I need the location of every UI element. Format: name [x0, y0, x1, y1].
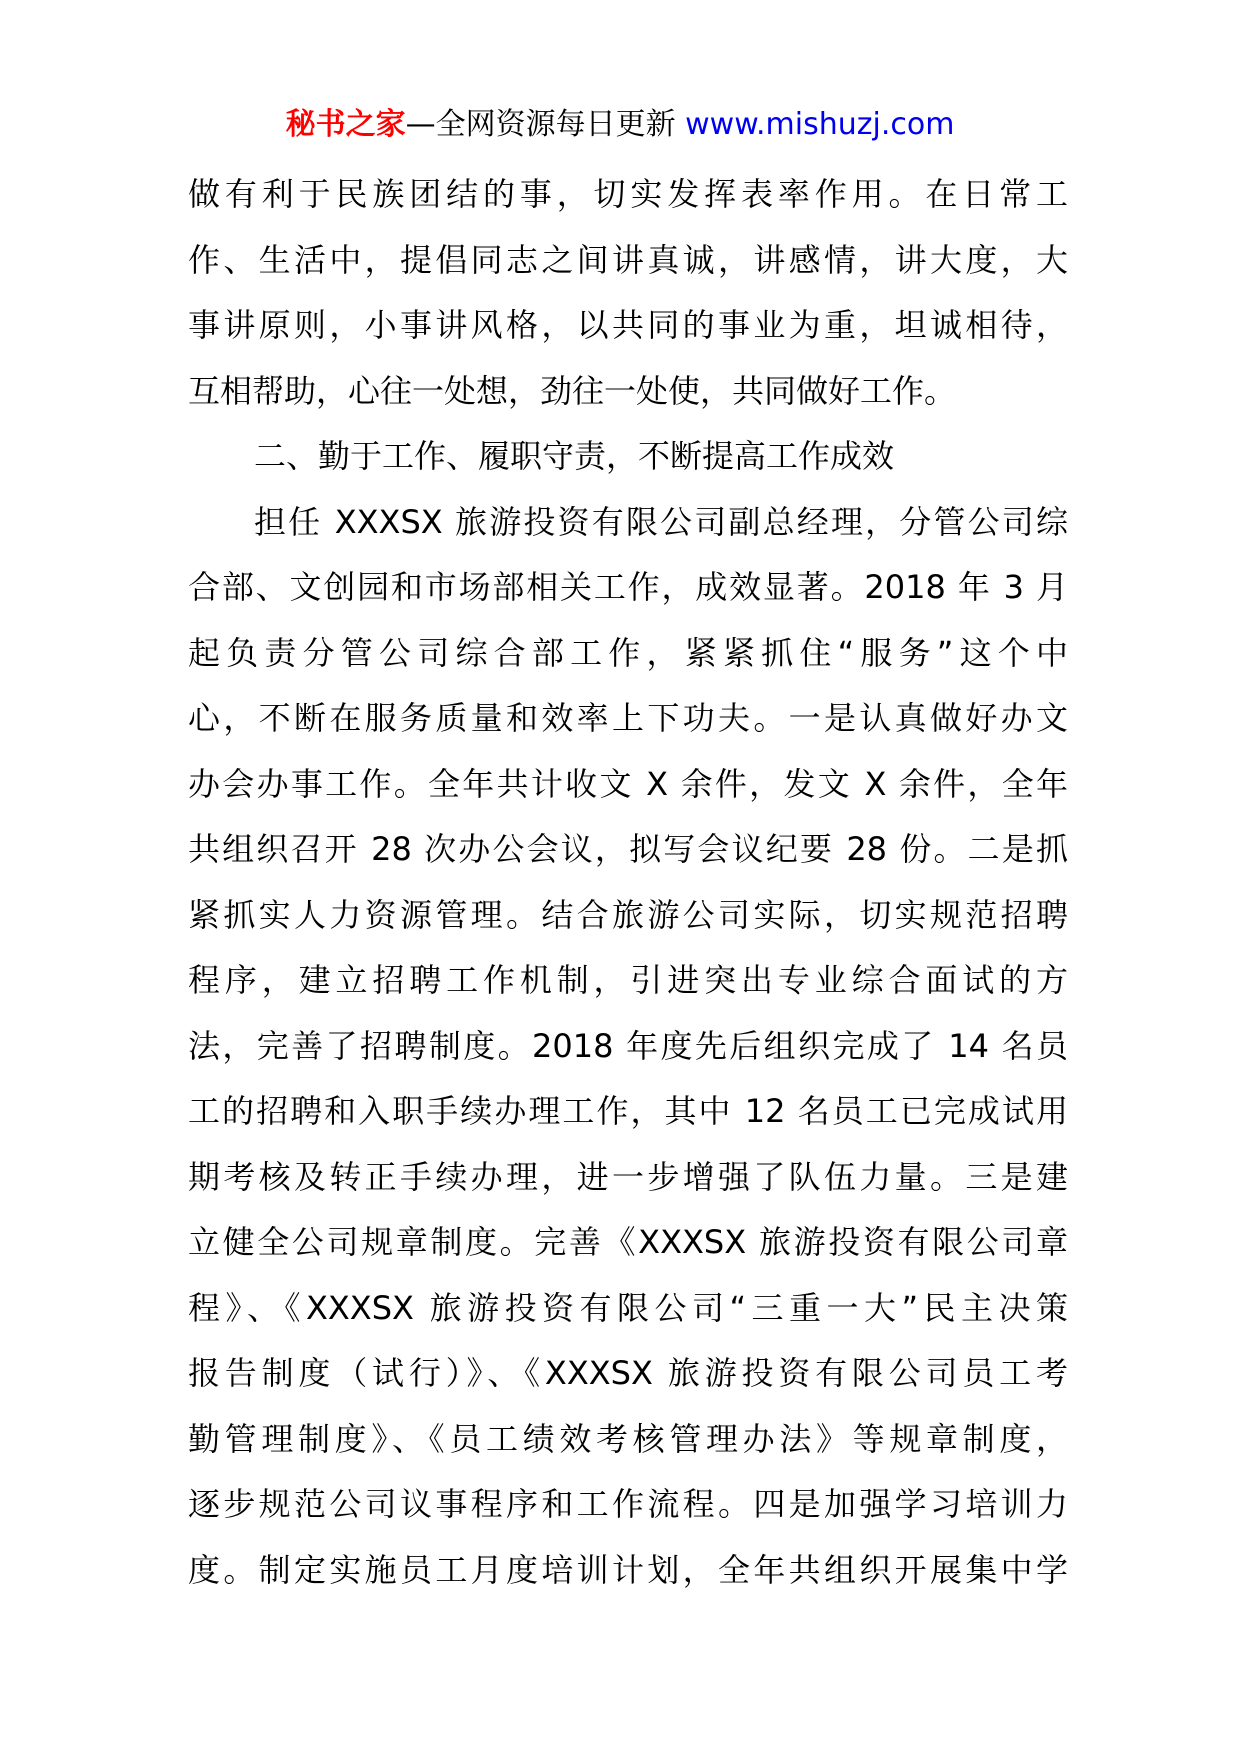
brand-name: 秘书之家	[285, 107, 406, 142]
text-line: 办会办事工作。全年共计收文 X 余件，发文 X 余件，全年	[188, 764, 1068, 803]
text-line: 法，完善了招聘制度。2018 年度先后组织完成了 14 名员	[188, 1026, 1068, 1065]
text-line: 担任 XXXSX 旅游投资有限公司副总经理，分管公司综	[254, 502, 1068, 541]
text-line: 勤管理制度》、《员工绩效考核管理办法》等规章制度，	[188, 1419, 1068, 1458]
text-line: 心，不断在服务质量和效率上下功夫。一是认真做好办文	[188, 699, 1068, 737]
text-line: 工的招聘和入职手续办理工作，其中 12 名员工已完成试用	[188, 1092, 1068, 1130]
text-line: 作、生活中，提倡同志之间讲真诚，讲感情，讲大度，大	[188, 240, 1068, 279]
text-line: 起负责分管公司综合部工作，紧紧抓住“服务”这个中	[188, 633, 1068, 672]
text-line: 共组织召开 28 次办公会议，拟写会议纪要 28 份。二是抓	[188, 830, 1068, 868]
text-line: 互相帮助，心往一处想，劲往一处使，共同做好工作。	[188, 371, 957, 410]
header-tagline: —全网资源每日更新	[405, 107, 686, 142]
text-line: 程》、《XXXSX 旅游投资有限公司“三重一大”民主决策	[188, 1288, 1068, 1327]
text-line: 事讲原则，小事讲风格，以共同的事业为重，坦诚相待，	[188, 306, 1068, 344]
site-url-link[interactable]: www.mishuzj.com	[685, 107, 955, 142]
page-header	[0, 100, 1240, 150]
text-line: 逐步规范公司议事程序和工作流程。四是加强学习培训力	[188, 1485, 1068, 1523]
text-line: 度。制定实施员工月度培训计划，全年共组织开展集中学	[188, 1550, 1068, 1589]
document-body	[188, 162, 1068, 1603]
text-line: 程序，建立招聘工作机制，引进突出专业综合面试的方	[188, 961, 1068, 999]
section-heading: 二、勤于工作、履职守责，不断提高工作成效	[254, 437, 895, 475]
text-line: 报告制度（试行）》、《XXXSX 旅游投资有限公司员工考	[188, 1354, 1068, 1392]
text-line: 立健全公司规章制度。完善《XXXSX 旅游投资有限公司章	[188, 1223, 1068, 1261]
text-line: 期考核及转正手续办理，进一步增强了队伍力量。三是建	[188, 1157, 1068, 1196]
text-line: 紧抓实人力资源管理。结合旅游公司实际，切实规范招聘	[188, 895, 1068, 934]
text-line: 做有利于民族团结的事，切实发挥表率作用。在日常工	[188, 175, 1068, 213]
text-line: 合部、文创园和市场部相关工作，成效显著。2018 年 3 月	[188, 568, 1068, 606]
